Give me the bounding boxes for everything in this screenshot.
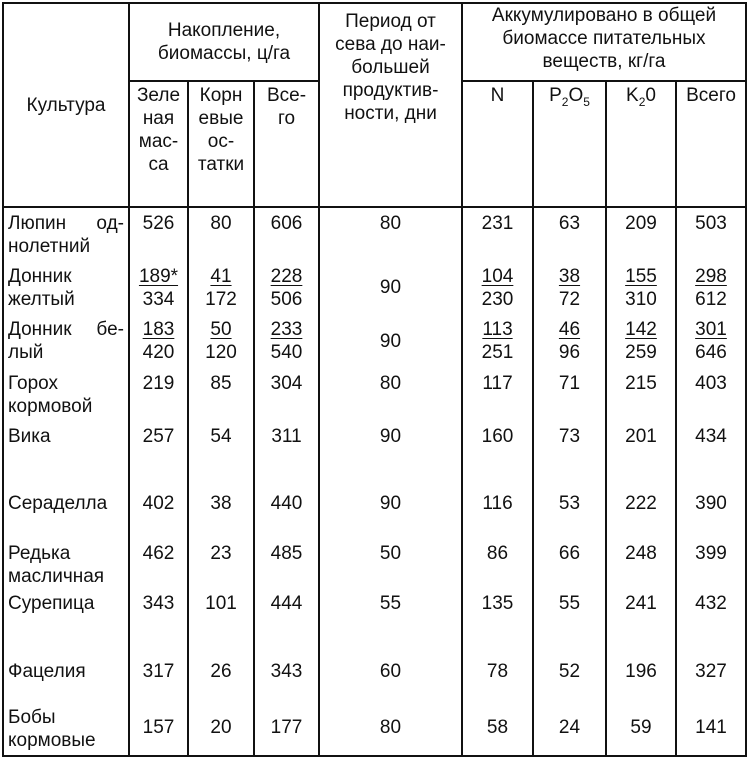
cell-n: 58 [462,696,533,756]
table-row [3,207,746,261]
cell-nutr-total [676,261,746,314]
cell-period: 90 [319,314,462,368]
cell-n: 86 [462,529,533,588]
frac-bottom: 646 [695,342,727,363]
cell-n [462,261,533,314]
culture-name: Донник бе- лый [3,314,129,368]
frac-top: 233 [270,319,303,340]
culture-name: Горох кормовой [3,368,129,421]
frac-bottom: 506 [270,289,303,310]
frac-bottom: 310 [625,289,657,310]
cell-green: 462 [129,529,188,588]
frac-top: 298 [695,266,727,287]
frac-top: 189* [138,266,179,287]
frac-bottom: 612 [695,289,727,310]
cell-nutr-total: 327 [676,642,746,696]
col-total: Все- го [254,81,319,207]
cell-p2o5: 53 [533,475,606,529]
cell-nutr-total: 503 [676,207,746,261]
culture-name: Фацелия [3,642,129,696]
cell-nutr-total: 434 [676,421,746,475]
cell-period: 80 [319,368,462,421]
cell-root: 20 [188,696,254,756]
cell-p2o5: 52 [533,642,606,696]
frac-bottom: 120 [205,342,237,363]
frac-bottom: 230 [481,289,514,310]
cell-p2o5: 24 [533,696,606,756]
table-row [3,421,746,475]
cell-green: 157 [129,696,188,756]
cell-root: 101 [188,588,254,642]
table-row [3,314,746,368]
col-n: N [462,81,533,207]
cell-k2o: 59 [606,696,676,756]
col-green: Зеле ная мас- са [129,81,188,207]
cell-total [254,261,319,314]
cell-k2o: 248 [606,529,676,588]
cell-k2o: 209 [606,207,676,261]
cell-root: 54 [188,421,254,475]
cell-nutr-total: 432 [676,588,746,642]
cell-root: 85 [188,368,254,421]
frac-top: 155 [625,266,657,287]
cell-p2o5: 66 [533,529,606,588]
table-row [3,588,746,642]
frac-bottom: 540 [270,342,303,363]
cell-nutr-total: 403 [676,368,746,421]
cell-total: 485 [254,529,319,588]
cell-nutr-total [676,314,746,368]
col-nutr-total: Всего [676,81,746,207]
cell-n: 78 [462,642,533,696]
frac-top: 183 [142,319,175,340]
cell-p2o5: 63 [533,207,606,261]
table-row [3,261,746,314]
frac-top: 50 [210,319,232,340]
frac-top: 301 [695,319,727,340]
frac-bottom: 259 [625,342,657,363]
cell-k2o [606,314,676,368]
cell-green: 526 [129,207,188,261]
frac-bottom: 172 [205,289,237,310]
cell-n [462,314,533,368]
cell-k2o: 196 [606,642,676,696]
cell-total: 440 [254,475,319,529]
col-root: Корн евые ос- татки [188,81,254,207]
cell-period: 90 [319,261,462,314]
table-row [3,696,746,756]
col-period: Период от сева до наи- большей продуктив- ности, дни [319,3,462,207]
frac-top: 113 [482,319,513,340]
col-nutr-group: Аккумулировано в общей биомассе питательных веществ, кг/га [462,3,746,81]
col-culture: Культура [3,3,129,207]
frac-bottom: 420 [142,342,175,363]
culture-name: Вика [3,421,129,475]
cell-green [129,314,188,368]
cell-n: 160 [462,421,533,475]
cell-k2o: 201 [606,421,676,475]
cell-total: 444 [254,588,319,642]
cell-p2o5: 71 [533,368,606,421]
frac-top: 46 [558,319,581,340]
frac-bottom: 72 [558,289,581,310]
cell-period: 60 [319,642,462,696]
culture-name: Редька масличная [3,529,129,588]
cell-n: 135 [462,588,533,642]
culture-name: Сераделла [3,475,129,529]
culture-name: Люпин од- нолетний [3,207,129,261]
culture-name: Бобы кормовые [3,696,129,756]
cell-k2o [606,261,676,314]
frac-top: 142 [625,319,657,340]
table-row [3,368,746,421]
culture-name: Донник желтый [3,261,129,314]
cell-p2o5: 73 [533,421,606,475]
cell-total: 343 [254,642,319,696]
frac-bottom: 251 [481,342,514,363]
biomass-table [2,2,747,757]
cell-green: 317 [129,642,188,696]
cell-k2o: 222 [606,475,676,529]
cell-p2o5 [533,261,606,314]
cell-period: 50 [319,529,462,588]
cell-green: 402 [129,475,188,529]
cell-root [188,314,254,368]
cell-nutr-total: 399 [676,529,746,588]
frac-bottom: 96 [558,342,581,363]
frac-top: 41 [210,266,232,287]
cell-root: 80 [188,207,254,261]
col-k2o: $K_20$ [606,81,676,207]
cell-total: 311 [254,421,319,475]
table-body [3,207,746,756]
cell-n: 116 [462,475,533,529]
frac-bottom: 334 [142,289,175,310]
frac-top: 38 [558,266,581,287]
cell-green: 343 [129,588,188,642]
cell-n: 231 [462,207,533,261]
cell-period: 90 [319,421,462,475]
cell-period: 80 [319,696,462,756]
cell-period: 90 [319,475,462,529]
cell-period: 55 [319,588,462,642]
cell-total [254,314,319,368]
cell-root [188,261,254,314]
cell-nutr-total: 390 [676,475,746,529]
cell-root: 23 [188,529,254,588]
cell-n: 117 [462,368,533,421]
cell-green: 219 [129,368,188,421]
cell-k2o: 215 [606,368,676,421]
cell-green: 257 [129,421,188,475]
cell-k2o: 241 [606,588,676,642]
table-row [3,642,746,696]
frac-top: 104 [481,266,514,287]
cell-green [129,261,188,314]
cell-p2o5 [533,314,606,368]
cell-total: 606 [254,207,319,261]
cell-total: 304 [254,368,319,421]
cell-root: 26 [188,642,254,696]
cell-p2o5: 55 [533,588,606,642]
table-row [3,475,746,529]
frac-top: 228 [270,266,303,287]
col-p2o5: $P_2O_5$ [533,81,606,207]
table-header [3,3,746,207]
cell-period: 80 [319,207,462,261]
table-row [3,529,746,588]
cell-nutr-total: 141 [676,696,746,756]
culture-name: Сурепица [3,588,129,642]
col-accum-group: Накопление, биомассы, ц/га [129,3,319,81]
cell-total: 177 [254,696,319,756]
cell-root: 38 [188,475,254,529]
